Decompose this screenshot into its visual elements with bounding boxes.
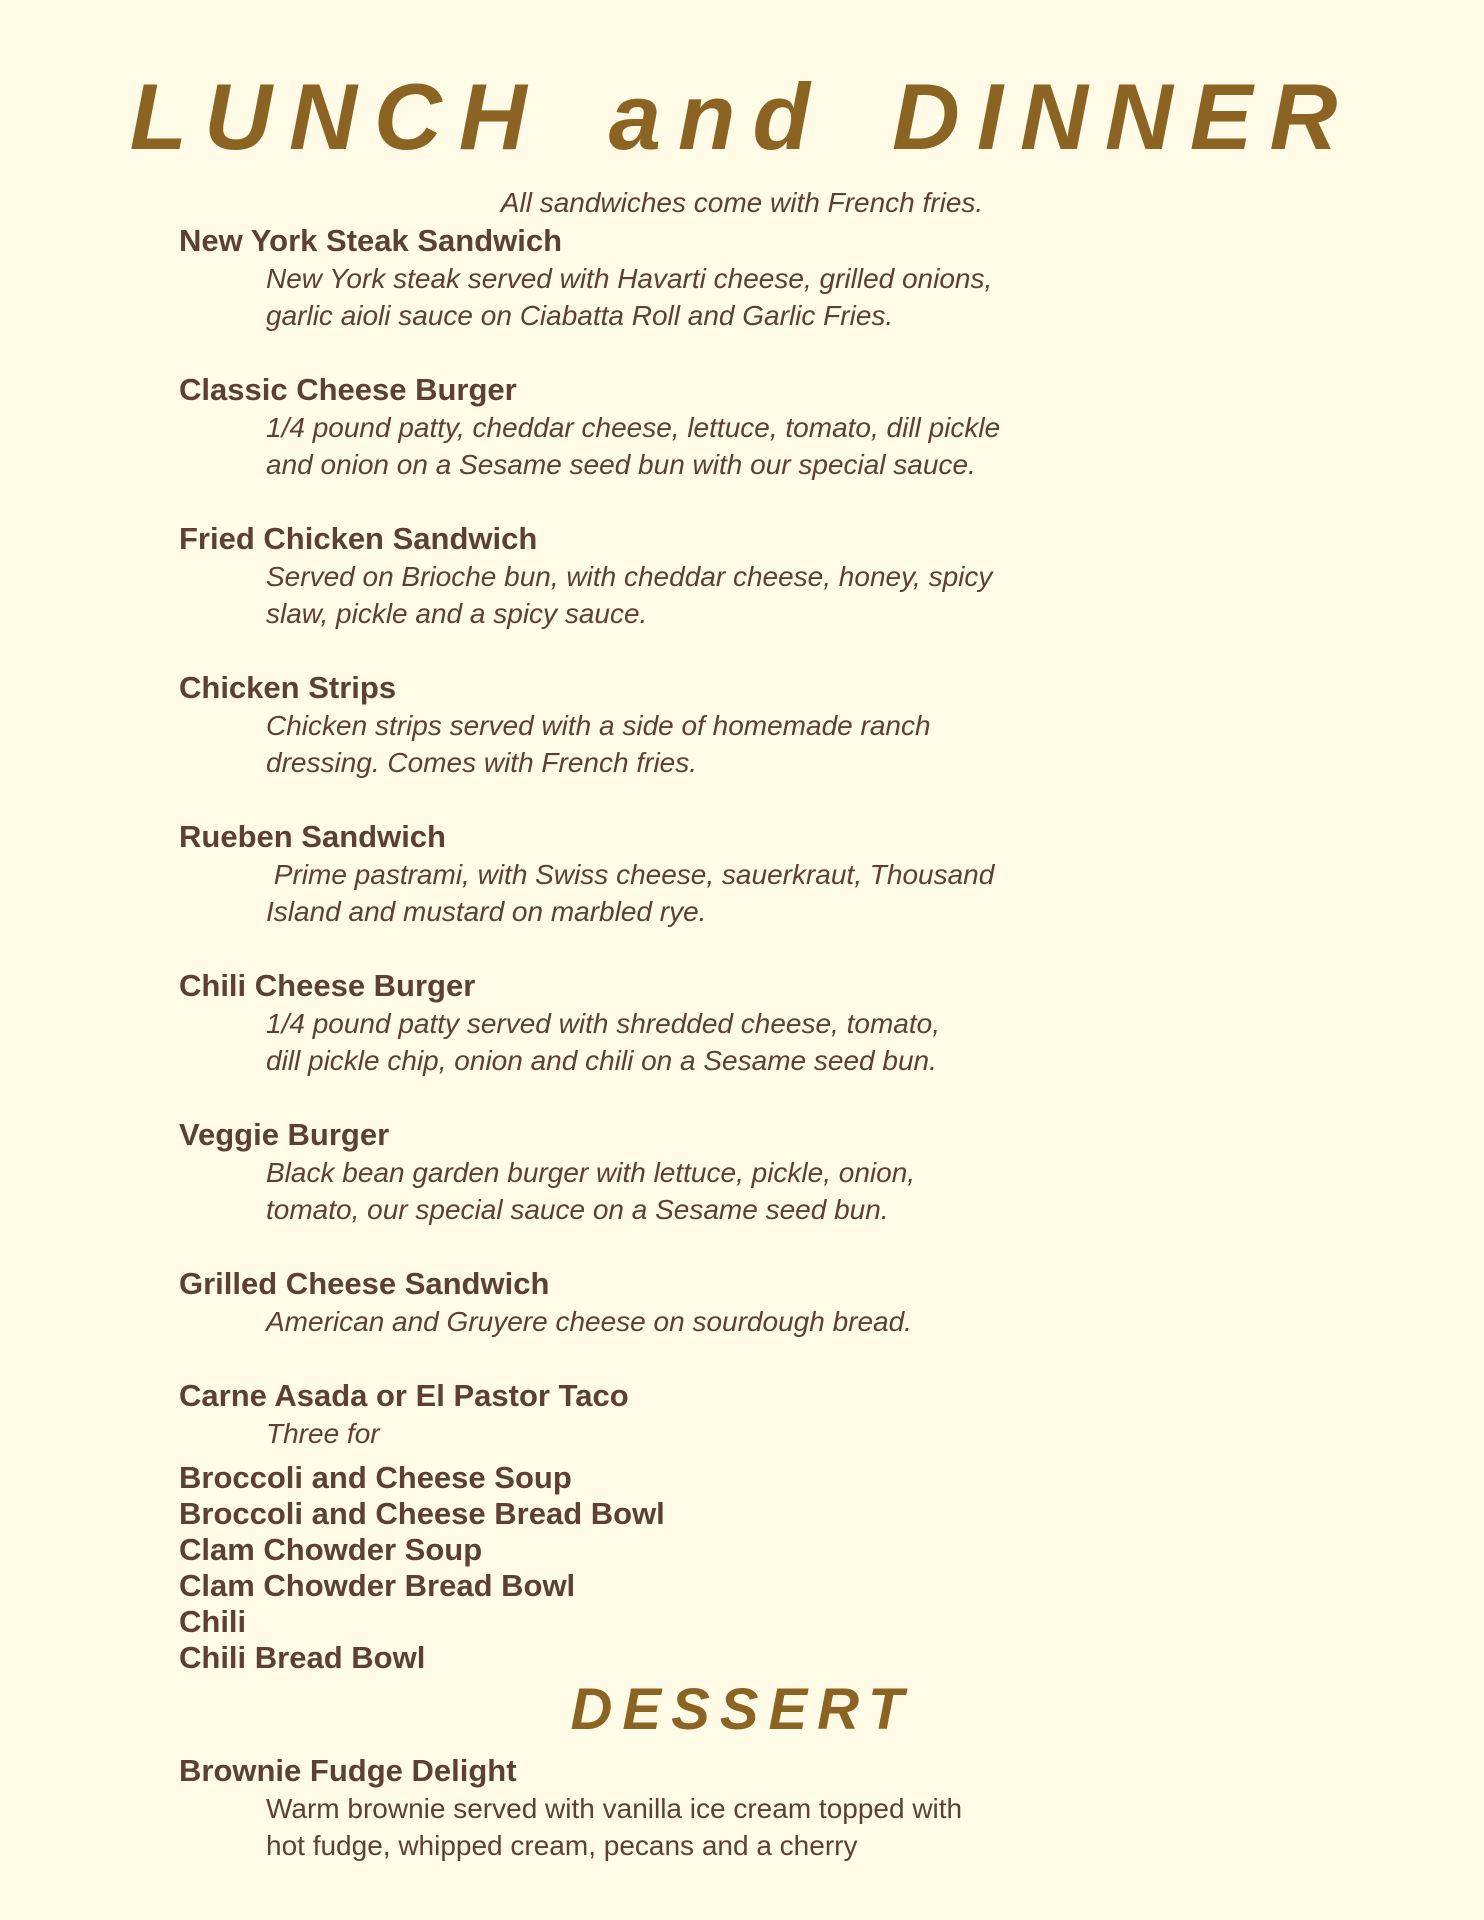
menu-item <box>179 1265 1359 1340</box>
item-description: Black bean garden burger with lettuce, pickle, onion, tomato, our special sauce on a Sesame seed bun. <box>266 1157 916 1225</box>
item-description: Three for <box>266 1418 380 1449</box>
item-name: Grilled Cheese Sandwich <box>179 1266 550 1301</box>
menu-item <box>179 222 1359 334</box>
item-name: Chili Cheese Burger <box>179 968 476 1003</box>
item-name: Veggie Burger <box>179 1117 390 1152</box>
soup-list <box>179 1460 1359 1676</box>
item-name: Rueben Sandwich <box>179 819 446 854</box>
menu-item <box>179 967 1359 1079</box>
item-name: Chicken Strips <box>179 670 397 705</box>
menu-item <box>179 1377 1359 1452</box>
item-description: New York steak served with Havarti cheese, grilled onions, garlic aioli sauce on Ciabatta Roll and Garlic Fries. <box>266 263 993 331</box>
soup-item: Broccoli and Cheese Soup <box>179 1460 572 1495</box>
item-description: Warm brownie served with vanilla ice cream topped with hot fudge, whipped cream, pecans and a cherry <box>266 1793 963 1861</box>
item-description: 1/4 pound patty, cheddar cheese, lettuce, tomato, dill pickle and onion on a Sesame seed bun with our special sauce. <box>266 412 1001 480</box>
soup-item: Clam Chowder Soup <box>179 1532 483 1567</box>
item-description: 1/4 pound patty served with shredded cheese, tomato, dill pickle chip, onion and chili on a Sesame seed bun. <box>266 1008 940 1076</box>
soup-item: Clam Chowder Bread Bowl <box>179 1568 576 1603</box>
item-description: Served on Brioche bun, with cheddar cheese, honey, spicy slaw, pickle and a spicy sauce. <box>266 561 993 629</box>
item-description: Prime pastrami, with Swiss cheese, sauerkraut, Thousand Island and mustard on marbled rye. <box>266 859 995 927</box>
menu-item <box>179 669 1359 781</box>
dessert-list <box>179 1752 1359 1901</box>
page-title: LUNCH and DINNER <box>129 64 1355 169</box>
menu-item <box>179 1116 1359 1228</box>
dessert-item <box>179 1752 1359 1864</box>
intro-note: All sandwiches come with French fries. <box>500 187 984 218</box>
dessert-title: DESSERT <box>570 1677 914 1742</box>
menu-item <box>179 818 1359 930</box>
menu-item <box>179 371 1359 483</box>
soup-item: Broccoli and Cheese Bread Bowl <box>179 1496 665 1531</box>
item-name: New York Steak Sandwich <box>179 223 563 258</box>
menu-item <box>179 520 1359 632</box>
item-name: Brownie Fudge Delight <box>179 1753 517 1788</box>
soup-item: Chili Bread Bowl <box>179 1640 426 1675</box>
item-description: American and Gruyere cheese on sourdough bread. <box>266 1306 912 1337</box>
item-name: Fried Chicken Sandwich <box>179 521 538 556</box>
item-description: Chicken strips served with a side of homemade ranch dressing. Comes with French fries. <box>266 710 931 778</box>
soup-item: Chili <box>179 1604 247 1639</box>
item-name: Classic Cheese Burger <box>179 372 517 407</box>
menu-list <box>179 222 1359 1489</box>
item-name: Carne Asada or El Pastor Taco <box>179 1378 629 1413</box>
